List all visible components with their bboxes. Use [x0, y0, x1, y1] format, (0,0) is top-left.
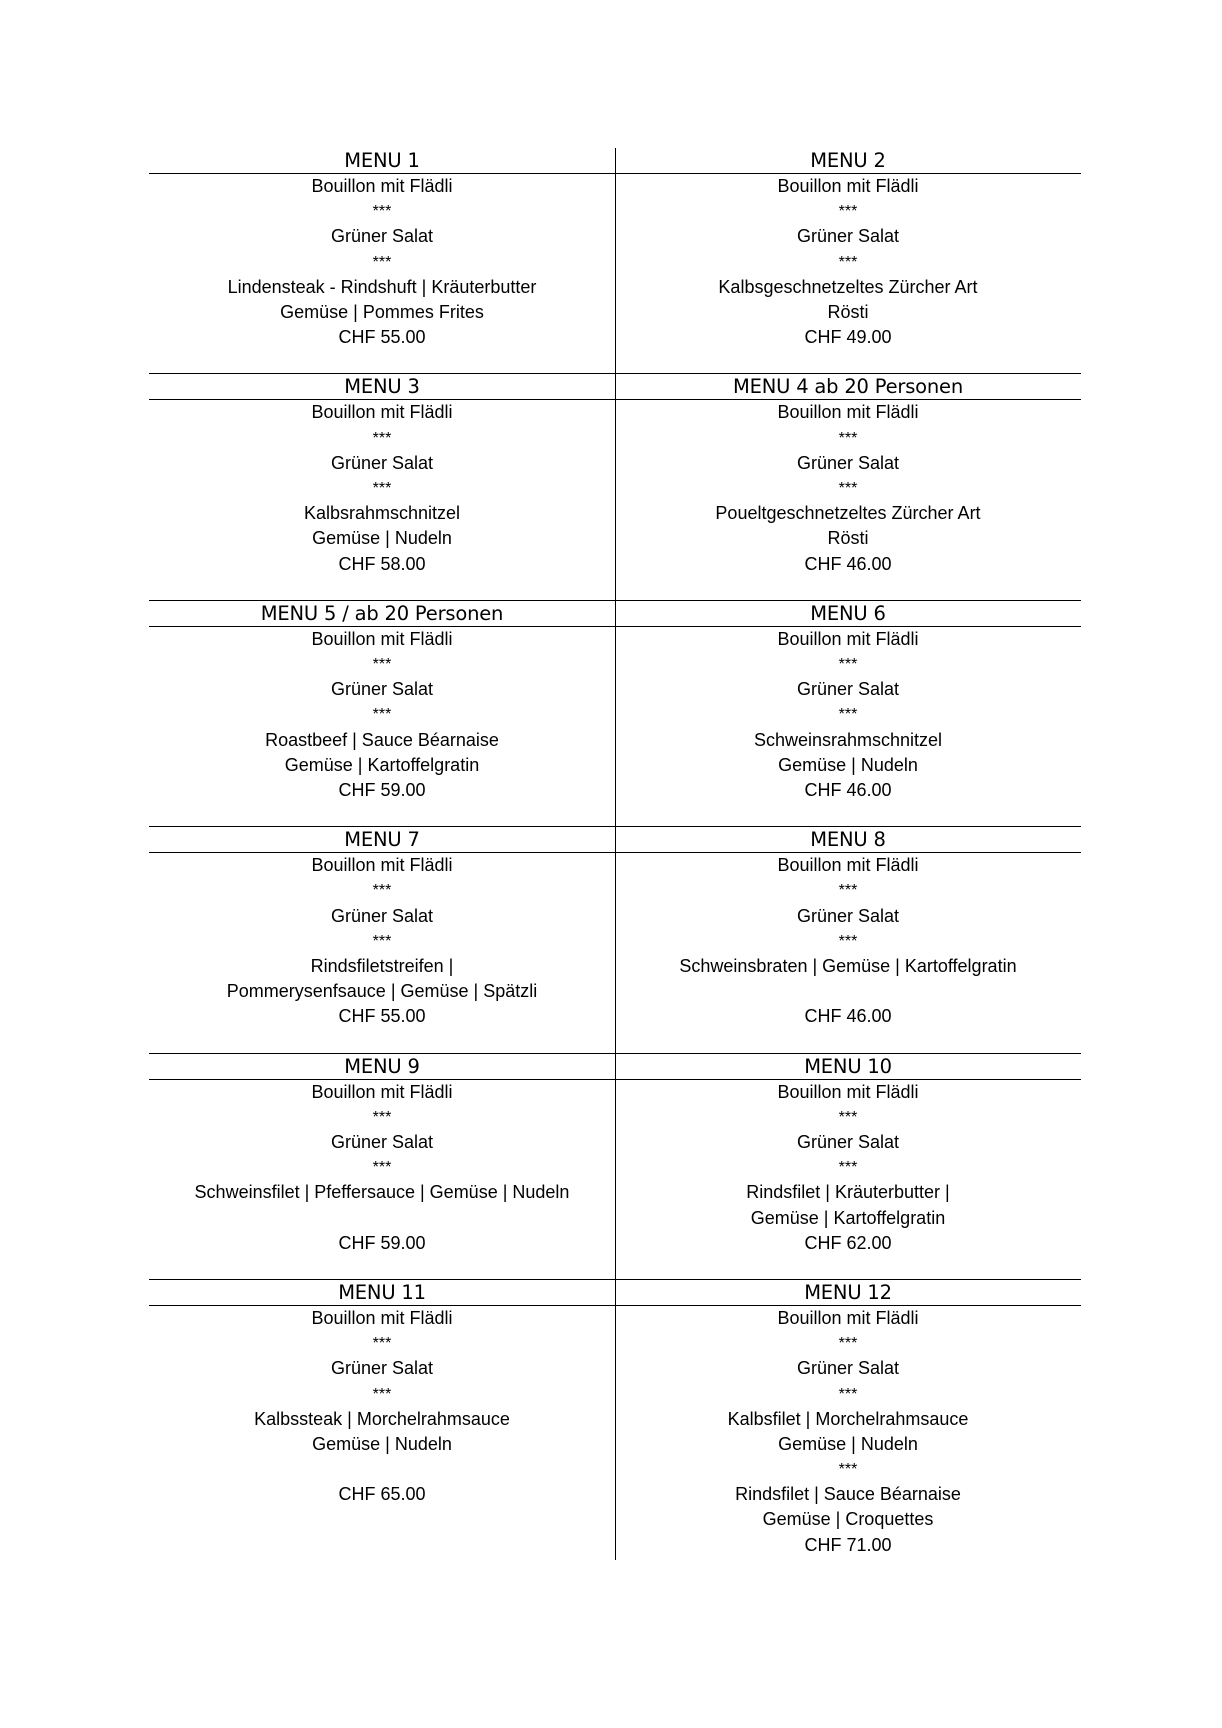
- dish-line: Poueltgeschnetzeltes Zürcher Art: [715, 503, 981, 524]
- dish-line: Grüner Salat: [796, 679, 900, 700]
- menu-title: MENU 12: [804, 1280, 892, 1304]
- dish-line: Grüner Salat: [330, 1131, 434, 1152]
- menu-card: [149, 853, 615, 1052]
- course-separator: ***: [838, 1461, 858, 1479]
- course-separator: ***: [838, 932, 858, 950]
- dish-line: Grüner Salat: [796, 452, 900, 473]
- menu-card: [149, 1080, 615, 1279]
- dish-line: Grüner Salat: [796, 1131, 900, 1152]
- course-separator: ***: [372, 882, 392, 900]
- course-separator: ***: [838, 429, 858, 447]
- dish-line: Gemüse | Nudeln: [778, 1433, 918, 1454]
- dish-line: Kalbsrahmschnitzel: [303, 503, 461, 524]
- menu-price: CHF 62.00: [804, 1232, 892, 1253]
- dish-line: Grüner Salat: [796, 1358, 900, 1379]
- dish-line: Bouillon mit Flädli: [311, 628, 453, 649]
- course-separator: ***: [372, 706, 392, 724]
- menu-price: CHF 59.00: [338, 779, 426, 800]
- dish-line: Bouillon mit Flädli: [777, 176, 919, 196]
- dish-line: Grüner Salat: [330, 905, 434, 926]
- menu-row: [149, 373, 1081, 599]
- course-separator: ***: [372, 253, 392, 271]
- menu-price: CHF 49.00: [804, 327, 892, 348]
- menu-title: MENU 2: [810, 149, 886, 172]
- dish-line: Gemüse | Kartoffelgratin: [284, 754, 480, 775]
- dish-line: Rösti: [827, 528, 869, 549]
- dish-line: Grüner Salat: [330, 1358, 434, 1379]
- dish-line: Gemüse | Nudeln: [312, 1433, 452, 1454]
- dish-line: Grüner Salat: [330, 226, 434, 247]
- menu-price: CHF 65.00: [338, 1484, 426, 1505]
- menu-row-header: [149, 1053, 1081, 1080]
- course-separator: ***: [838, 1335, 858, 1353]
- menu-title: MENU 4 ab 20 Personen: [732, 375, 964, 399]
- menu-card: [149, 400, 615, 599]
- dish-line: Rösti: [827, 301, 869, 322]
- dish-line: Gemüse | Nudeln: [778, 754, 918, 775]
- menu-price: CHF 55.00: [338, 327, 426, 348]
- menu-card: [615, 1306, 1081, 1560]
- dish-line: Rindsfilet | Kräuterbutter |: [746, 1182, 950, 1203]
- spacer: [149, 1206, 615, 1231]
- dish-line: Bouillon mit Flädli: [777, 1081, 919, 1102]
- course-separator: ***: [838, 655, 858, 673]
- menu-price: CHF 58.00: [338, 553, 426, 574]
- menu-title: MENU 3: [344, 375, 420, 399]
- dish-line: Bouillon mit Flädli: [777, 402, 919, 423]
- menu-price: CHF 71.00: [804, 1534, 892, 1555]
- dish-line: Gemüse | Kartoffelgratin: [750, 1207, 946, 1228]
- course-separator: ***: [372, 1385, 392, 1403]
- menu-row-header: [149, 826, 1081, 853]
- menu-row: [149, 1279, 1081, 1560]
- menu-row-header: [149, 373, 1081, 400]
- course-separator: ***: [372, 1159, 392, 1177]
- course-separator: ***: [838, 1159, 858, 1177]
- dish-line: Bouillon mit Flädli: [311, 855, 453, 876]
- dish-line: Bouillon mit Flädli: [311, 402, 453, 423]
- dish-line: Schweinsrahmschnitzel: [753, 729, 943, 750]
- dish-line: Grüner Salat: [796, 905, 900, 926]
- course-separator: ***: [838, 253, 858, 271]
- course-separator: ***: [838, 203, 858, 221]
- menu-card: [615, 853, 1081, 1052]
- dish-line: Kalbsfilet | Morchelrahmsauce: [727, 1408, 969, 1429]
- menu-title: MENU 7: [344, 828, 420, 852]
- dish-line: Bouillon mit Flädli: [777, 628, 919, 649]
- course-separator: ***: [372, 655, 392, 673]
- dish-line: Kalbssteak | Morchelrahmsauce: [254, 1408, 510, 1429]
- menu-title: MENU 1: [344, 149, 420, 172]
- course-separator: ***: [838, 1108, 858, 1126]
- menu-row-header: [149, 600, 1081, 627]
- menu-title: MENU 6: [810, 601, 886, 625]
- course-separator: ***: [838, 479, 858, 497]
- dish-line: Gemüse | Nudeln: [312, 528, 452, 549]
- dish-line: Grüner Salat: [330, 679, 434, 700]
- menu-price: CHF 46.00: [804, 1006, 892, 1027]
- menu-card: [149, 627, 615, 826]
- dish-line: Bouillon mit Flädli: [311, 1081, 453, 1102]
- menu-title: MENU 5 / ab 20 Personen: [260, 601, 504, 625]
- menu-row-header: [149, 1279, 1081, 1306]
- menu-row: [149, 148, 1081, 373]
- menu-card: [615, 174, 1081, 373]
- course-separator: ***: [372, 1335, 392, 1353]
- course-separator: ***: [838, 706, 858, 724]
- dish-line: Bouillon mit Flädli: [777, 855, 919, 876]
- menu-card: [615, 400, 1081, 599]
- menu-price: CHF 46.00: [804, 553, 892, 574]
- menu-card: [615, 627, 1081, 826]
- dish-line: Gemüse | Pommes Frites: [280, 301, 484, 322]
- menu-title: MENU 9: [344, 1054, 420, 1078]
- dish-line: Grüner Salat: [796, 226, 900, 247]
- menu-title: MENU 11: [338, 1280, 426, 1304]
- dish-line: Lindensteak - Rindshuft | Kräuterbutter: [227, 276, 537, 297]
- menu-row: [149, 1053, 1081, 1279]
- menu-price: CHF 46.00: [804, 779, 892, 800]
- dish-line: Roastbeef | Sauce Béarnaise: [265, 729, 499, 750]
- menu-card: [149, 1306, 615, 1560]
- dish-line: Schweinsfilet | Pfeffersauce | Gemüse | Nudeln: [194, 1182, 570, 1203]
- course-separator: ***: [372, 932, 392, 950]
- dish-line: Rindsfiletstreifen |: [310, 955, 454, 976]
- dish-line: Pommerysenfsauce | Gemüse | Spätzli: [226, 981, 538, 1002]
- dish-line: Kalbsgeschnetzeltes Zürcher Art: [718, 276, 978, 297]
- dish-line: Bouillon mit Flädli: [311, 176, 453, 196]
- menu-row-header: [149, 148, 1081, 174]
- dish-line: Grüner Salat: [330, 452, 434, 473]
- menu-title: MENU 10: [804, 1054, 892, 1078]
- course-separator: ***: [372, 203, 392, 221]
- course-separator: ***: [372, 1108, 392, 1126]
- spacer: [615, 979, 1081, 1004]
- menu-title: MENU 8: [810, 828, 886, 852]
- menu-card: [615, 1080, 1081, 1279]
- menu-row: [149, 600, 1081, 826]
- menu-row: [149, 826, 1081, 1052]
- course-separator: ***: [838, 882, 858, 900]
- menu-price: CHF 55.00: [338, 1006, 426, 1027]
- dish-line: Rindsfilet | Sauce Béarnaise: [735, 1484, 961, 1505]
- course-separator: ***: [372, 479, 392, 497]
- menu-card: [149, 174, 615, 373]
- spacer: [149, 1457, 615, 1482]
- menu-table: [149, 148, 1081, 1560]
- dish-line: Bouillon mit Flädli: [777, 1307, 919, 1328]
- dish-line: Gemüse | Croquettes: [762, 1509, 934, 1530]
- course-separator: ***: [372, 429, 392, 447]
- course-separator: ***: [838, 1385, 858, 1403]
- dish-line: Bouillon mit Flädli: [311, 1307, 453, 1328]
- menu-price: CHF 59.00: [338, 1232, 426, 1253]
- dish-line: Schweinsbraten | Gemüse | Kartoffelgratin: [679, 955, 1017, 976]
